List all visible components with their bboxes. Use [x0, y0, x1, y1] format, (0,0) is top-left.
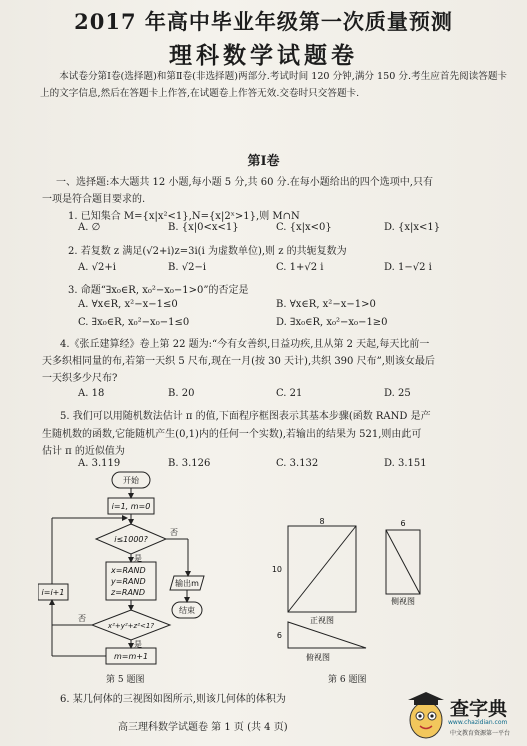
flow-init-label: i=1, m=0 — [111, 502, 151, 511]
flow-yes-label-1: 是 — [134, 554, 142, 563]
q2-option-a: A. √2+i — [78, 262, 116, 273]
flowchart-figure — [38, 468, 208, 670]
side-view-label: 侧视图 — [391, 597, 415, 606]
q4-option-b: B. 20 — [168, 388, 195, 399]
q1-option-a: A. ∅ — [78, 222, 101, 233]
q4-stem-line2: 天多织相同量的布,若第一天织 5 尺布,现在一月(按 30 天计),共织 390 尺布”,则该女最后 — [42, 356, 435, 367]
q1-option-c: C. {x|x<0} — [276, 222, 332, 233]
q3-stem: 3. 命题“∃x₀∈R, x₀²−x₀−1>0”的否定是 — [68, 285, 249, 296]
flow-no-label-2: 否 — [78, 614, 86, 623]
part-instructions-line2: 一项是符合题目要求的. — [42, 194, 146, 205]
q2-stem: 2. 若复数 z 满足(√2+i)z=3i(i 为虚数单位),则 z 的共轭复数为 — [68, 246, 347, 257]
q4-option-d: D. 25 — [384, 388, 411, 399]
q4-stem-line3: 一天织多少尺布? — [42, 373, 118, 384]
top-view-label: 俯视图 — [306, 653, 330, 662]
flow-cond2-label: x²+y²+z²<1? — [107, 622, 155, 630]
part-instructions-line1: 一、选择题:本大题共 12 小题,每小题 5 分,共 60 分.在每小题给出的四个选项中,只有 — [56, 177, 433, 188]
exam-title: 2017 年高中毕业年级第一次质量预测 — [74, 9, 453, 34]
brand-slogan: 中文教育资源第一平台 — [450, 730, 511, 737]
mascot-icon — [404, 688, 448, 742]
q5-option-a: A. 3.119 — [78, 458, 121, 469]
brand-name: 查字典 — [450, 698, 508, 720]
q6-stem: 6. 某几何体的三视图如图所示,则该几何体的体积为 — [60, 694, 286, 705]
front-view-diagonal — [288, 526, 356, 612]
exam-subtitle: 理科数学试题卷 — [169, 42, 358, 69]
q4-stem-line1: 4.《张丘建算经》卷上第 22 题为:“今有女善织,日益功疾,且从第 2 天起,每天比前一 — [60, 339, 430, 350]
q5-option-d: D. 3.151 — [384, 458, 427, 469]
q4-option-c: C. 21 — [276, 388, 303, 399]
flow-assign-x: x=RAND — [111, 566, 146, 575]
flow-count-label: m=m+1 — [113, 652, 149, 661]
q5-option-c: C. 3.132 — [276, 458, 319, 469]
three-views-figure — [270, 468, 440, 678]
page-footer: 高三理科数学试题卷 第 1 页 (共 4 页) — [118, 722, 288, 733]
q1-stem: 1. 已知集合 M={x|x²<1},N={x|2ˣ>1},则 M∩N — [68, 211, 300, 222]
brand-url: www.chazidian.com — [448, 719, 508, 726]
top-view-triangle — [288, 622, 366, 648]
q4-option-a: A. 18 — [78, 388, 105, 399]
dim-6-top-label: 6 — [276, 631, 282, 640]
flow-increment-label: i=i+1 — [41, 588, 65, 597]
flow-yes-label-2: 是 — [134, 640, 142, 649]
q5-stem-line3: 估计 π 的近似值为 — [42, 446, 125, 457]
q5-stem-line1: 5. 我们可以用随机数法估计 π 的值,下面程序框图表示其基本步骤(函数 RAND 是产 — [60, 411, 431, 422]
dim-10-label: 10 — [271, 565, 282, 574]
section-title: 第Ⅰ卷 — [247, 154, 280, 169]
flow-assign-z: z=RAND — [111, 588, 146, 597]
figure5-caption: 第 5 题图 — [106, 675, 145, 685]
flow-assign-y: y=RAND — [111, 577, 146, 586]
q1-option-b: B. {x|0<x<1} — [168, 222, 239, 233]
q1-option-d: D. {x|x<1} — [384, 222, 441, 233]
q3-option-c: C. ∃x₀∈R, x₀²−x₀−1≤0 — [78, 317, 190, 328]
q2-option-c: C. 1+√2 i — [276, 262, 324, 273]
q3-option-d: D. ∃x₀∈R, x₀²−x₀−1≥0 — [276, 317, 388, 328]
dim-8-label: 8 — [319, 517, 325, 526]
q2-option-d: D. 1−√2 i — [384, 262, 432, 273]
watermark-logo — [404, 688, 522, 742]
flow-end-label: 结束 — [179, 606, 195, 615]
side-view-diagonal — [386, 530, 420, 594]
q5-option-b: B. 3.126 — [168, 458, 211, 469]
front-view-label: 正视图 — [310, 616, 334, 625]
q2-option-b: B. √2−i — [168, 262, 207, 273]
q3-option-b: B. ∀x∈R, x²−x−1>0 — [276, 299, 376, 310]
dim-6-side-label: 6 — [400, 519, 406, 528]
q3-option-a: A. ∀x∈R, x²−x−1≤0 — [78, 299, 178, 310]
q5-stem-line2: 生随机数的函数,它能随机产生(0,1)内的任何一个实数),若输出的结果为 521,则由此可 — [42, 429, 422, 440]
instructions: 本试卷分第Ⅰ卷(选择题)和第Ⅱ卷(非选择题)两部分.考试时间 120 分钟,满分 150 分.考生应首先阅读答题卡上的文字信息,然后在答题卡上作答,在试题卷上作答无效.交卷时只交答题卡. — [40, 71, 508, 99]
flow-no-label-1: 否 — [170, 528, 178, 537]
figure6-caption: 第 6 题图 — [328, 675, 367, 685]
flow-cond1-label: i≤1000? — [114, 535, 148, 544]
flow-start-label: 开始 — [123, 476, 139, 485]
flow-output-label: 输出m — [175, 579, 199, 588]
